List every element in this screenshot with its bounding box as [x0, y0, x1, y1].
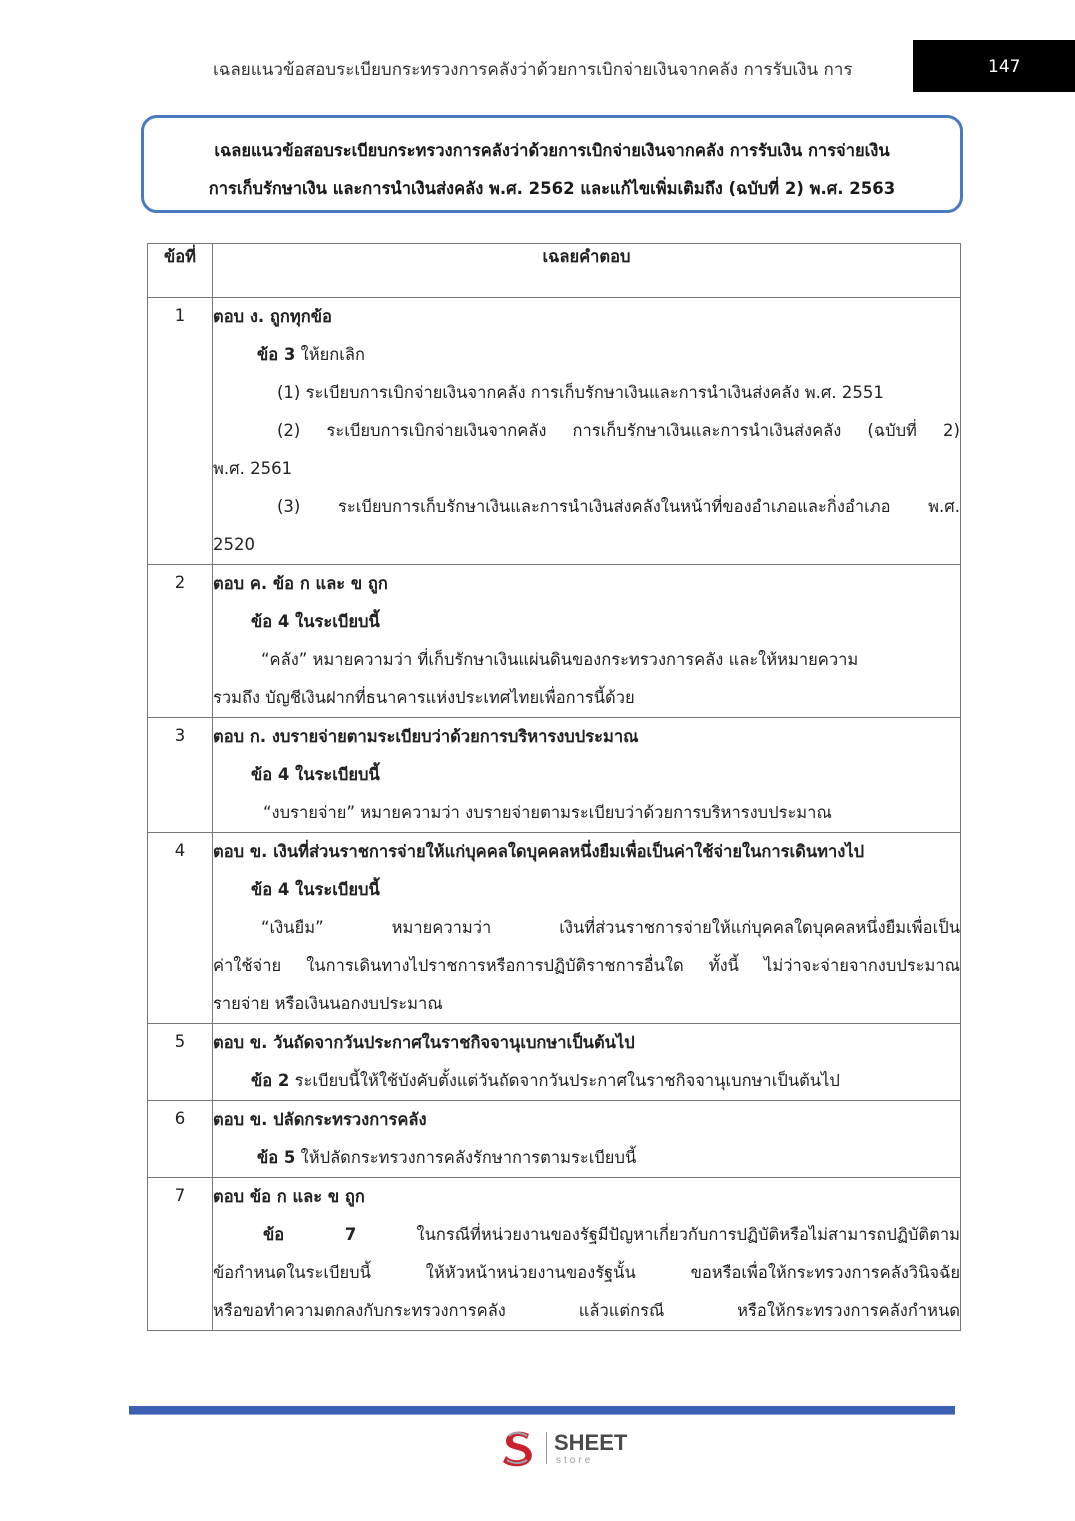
sheet-s-logo-icon — [497, 1426, 541, 1470]
document-title-line-2: การเก็บรักษาเงิน และการนำเงินส่งคลัง พ.ศ. 2562 และแก้ไขเพิ่มเติมถึง (ฉบับที่ 2) พ.ศ. 2563 — [208, 179, 896, 198]
row-number: 3 — [174, 726, 186, 745]
sheet-store-logo — [497, 1426, 657, 1470]
table-row — [148, 718, 961, 833]
reference-text: ระเบียบนี้ให้ใช้บังคับตั้งแต่วันถัดจากวันประกาศในราชกิจจานุเบกษาเป็นต้นไป — [289, 1071, 840, 1090]
reference-text: ให้ยกเลิก — [295, 345, 365, 364]
detail-line: (1) ระเบียบการเบิกจ่ายเงินจากคลัง การเก็บรักษาเงินและการนำเงินส่งคลัง พ.ศ. 2551 — [277, 383, 884, 402]
reference-clause: ข้อ 4 ในระเบียบนี้ — [251, 880, 380, 899]
page-number-box — [913, 40, 1075, 92]
row-number: 1 — [174, 306, 186, 325]
answer-table — [147, 243, 961, 1331]
reference-clause: ข้อ 2 — [251, 1071, 290, 1090]
detail-line: พ.ศ. 2561 — [213, 459, 293, 478]
answer-cell — [213, 298, 961, 565]
answer-line: ตอบ ข้อ ก และ ข ถูก — [213, 1187, 365, 1206]
logo-wordmark: SHEET — [554, 1430, 628, 1455]
answer-cell — [213, 1101, 961, 1178]
reference-line — [213, 1062, 960, 1100]
answer-cell — [213, 833, 961, 1024]
row-number-cell — [148, 833, 213, 1024]
detail-line: หรือขอทำความตกลงกับกระทรวงการคลัง แล้วแต่กรณี หรือให้กระทรวงการคลังกำหนด — [213, 1301, 960, 1320]
answer-line: ตอบ ข. เงินที่ส่วนราชการจ่ายให้แก่บุคคลใดบุคคลหนึ่งยืมเพื่อเป็นค่าใช้จ่ายในการเดินทางไป — [213, 842, 865, 861]
detail-line: ข้อกำหนดในระเบียบนี้ ให้หัวหน้าหน่วยงานของรัฐนั้น ขอหรือเพื่อให้กระทรวงการคลังวินิจฉัย — [213, 1263, 960, 1282]
detail-line: (3) ระเบียบการเก็บรักษาเงินและการนำเงินส่งคลังในหน้าที่ของอำเภอและกิ่งอำเภอ พ.ศ. — [277, 497, 960, 516]
row-number: 7 — [174, 1186, 186, 1205]
answer-line: ตอบ ง. ถูกทุกข้อ — [213, 307, 332, 326]
reference-line — [213, 1139, 960, 1177]
detail-line: รายจ่าย หรือเงินนอกงบประมาณ — [213, 994, 443, 1013]
reference-clause: ข้อ 3 — [257, 345, 296, 364]
answer-cell — [213, 718, 961, 833]
detail-line: รวมถึง บัญชีเงินฝากที่ธนาคารแห่งประเทศไทยเพื่อการนี้ด้วย — [213, 688, 635, 707]
running-title: เฉลยแนวข้อสอบระเบียบกระทรวงการคลังว่าด้วยการเบิกจ่ายเงินจากคลัง การรับเงิน การ — [213, 60, 853, 80]
answer-cell — [213, 1178, 961, 1331]
table-row — [148, 1024, 961, 1101]
row-number-cell — [148, 298, 213, 565]
answer-cell — [213, 565, 961, 718]
table-row — [148, 565, 961, 718]
reference-clause: ข้อ 7 — [263, 1225, 357, 1244]
document-title-box — [141, 115, 963, 213]
table-row — [148, 1101, 961, 1178]
detail-line: (2) ระเบียบการเบิกจ่ายเงินจากคลัง การเก็บรักษาเงินและการนำเงินส่งคลัง (ฉบับที่ 2) — [277, 421, 960, 440]
logo-divider — [546, 1432, 547, 1464]
reference-line — [213, 1216, 960, 1254]
row-number-cell — [148, 1101, 213, 1178]
table-row — [148, 1178, 961, 1331]
answer-cell — [213, 1024, 961, 1101]
row-number: 5 — [174, 1032, 186, 1051]
document-title-line-1: เฉลยแนวข้อสอบระเบียบกระทรวงการคลังว่าด้วยการเบิกจ่ายเงินจากคลัง การรับเงิน การจ่ายเงิน — [214, 141, 890, 160]
detail-line: ค่าใช้จ่าย ในการเดินทางไปราชการหรือการปฏิบัติราชการอื่นใด ทั้งนี้ ไม่ว่าจะจ่ายจากงบประมาณ — [213, 956, 960, 975]
answer-line: ตอบ ก. งบรายจ่ายตามระเบียบว่าด้วยการบริหารงบประมาณ — [213, 727, 639, 746]
logo-subtext: store — [556, 1455, 594, 1466]
column-header-answer: เฉลยคำตอบ — [213, 244, 961, 298]
reference-text: ในกรณีที่หน่วยงานของรัฐมีปัญหาเกี่ยวกับการปฏิบัติหรือไม่สามารถปฏิบัติตาม — [356, 1225, 960, 1244]
footer-divider — [129, 1406, 955, 1415]
answer-line: ตอบ ข. ปลัดกระทรวงการคลัง — [213, 1110, 427, 1129]
running-header — [0, 40, 1075, 92]
row-number-cell — [148, 1178, 213, 1331]
table-row — [148, 833, 961, 1024]
reference-line — [213, 336, 960, 374]
column-header-no: ข้อที่ — [148, 244, 213, 298]
row-number-cell — [148, 565, 213, 718]
table-header-row — [148, 244, 961, 298]
page-number: 147 — [988, 57, 1021, 77]
reference-clause: ข้อ 4 ในระเบียบนี้ — [251, 612, 380, 631]
reference-text: ให้ปลัดกระทรวงการคลังรักษาการตามระเบียบนี้ — [295, 1148, 637, 1167]
reference-clause: ข้อ 4 ในระเบียบนี้ — [251, 765, 380, 784]
row-number: 2 — [174, 573, 186, 592]
answer-line: ตอบ ข. วันถัดจากวันประกาศในราชกิจจานุเบกษาเป็นต้นไป — [213, 1033, 635, 1052]
row-number: 4 — [174, 841, 186, 860]
detail-line: 2520 — [213, 535, 255, 554]
row-number-cell — [148, 1024, 213, 1101]
detail-line: “งบรายจ่าย” หมายความว่า งบรายจ่ายตามระเบียบว่าด้วยการบริหารงบประมาณ — [263, 803, 832, 822]
row-number-cell — [148, 718, 213, 833]
answer-line: ตอบ ค. ข้อ ก และ ข ถูก — [213, 574, 388, 593]
reference-clause: ข้อ 5 — [257, 1148, 296, 1167]
table-row — [148, 298, 961, 565]
row-number: 6 — [174, 1109, 186, 1128]
detail-line: “เงินยืม” หมายความว่า เงินที่ส่วนราชการจ่ายให้แก่บุคคลใดบุคคลหนึ่งยืมเพื่อเป็น — [261, 918, 960, 937]
detail-line: “คลัง” หมายความว่า ที่เก็บรักษาเงินแผ่นดินของกระทรวงการคลัง และให้หมายความ — [261, 650, 859, 669]
